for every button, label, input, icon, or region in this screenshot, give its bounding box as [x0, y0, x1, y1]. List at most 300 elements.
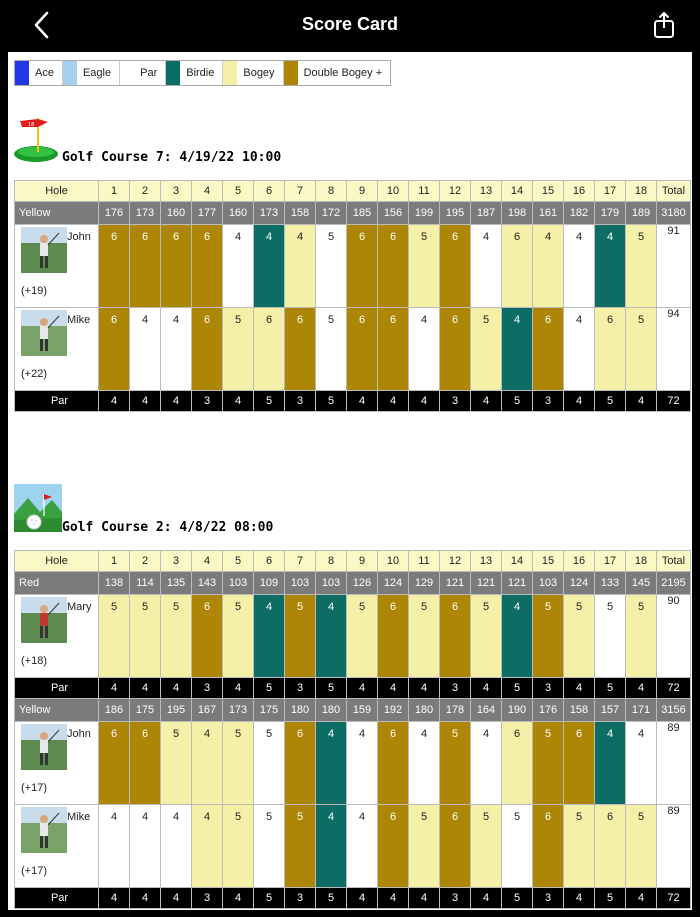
par-cell: 3: [533, 678, 564, 699]
score-cell: 4: [533, 225, 564, 308]
par-cell: 4: [626, 678, 657, 699]
legend-item: [284, 61, 391, 85]
yardage-total: 3180: [657, 202, 691, 225]
hole-number: 10: [378, 181, 409, 202]
yardage-cell: 177: [192, 202, 223, 225]
yardage-cell: 145: [626, 572, 657, 595]
yardage-cell: 180: [285, 699, 316, 722]
score-cell: 6: [285, 722, 316, 805]
score-cell: 4: [471, 225, 502, 308]
score-cell: 6: [130, 722, 161, 805]
par-row: [15, 391, 691, 412]
score-cell: 6: [378, 595, 409, 678]
par-cell: 3: [440, 391, 471, 412]
score-cell: 6: [378, 722, 409, 805]
score-cell: 4: [192, 805, 223, 888]
par-cell: 5: [502, 888, 533, 909]
score-cell: 4: [254, 595, 285, 678]
score-cell: 5: [316, 308, 347, 391]
score-cell: 5: [254, 722, 285, 805]
hole-number: 12: [440, 551, 471, 572]
hole-number: 11: [409, 181, 440, 202]
score-cell: 6: [502, 225, 533, 308]
score-cell: 5: [130, 595, 161, 678]
score-cell: 4: [564, 225, 595, 308]
legend-swatch: [284, 61, 298, 85]
score-cell: 5: [223, 308, 254, 391]
scorecard-table: [14, 550, 691, 909]
yardage-cell: 175: [130, 699, 161, 722]
par-label: Par: [15, 391, 99, 412]
yardage-cell: 103: [533, 572, 564, 595]
par-cell: 5: [502, 678, 533, 699]
par-cell: 4: [626, 888, 657, 909]
score-cell: 6: [192, 225, 223, 308]
score-cell: 4: [564, 308, 595, 391]
course-title: Golf Course 7: 4/19/22 10:00: [62, 150, 282, 165]
player-avatar: [21, 724, 67, 770]
yardage-cell: 180: [409, 699, 440, 722]
yardage-cell: 187: [471, 202, 502, 225]
par-cell: 3: [285, 391, 316, 412]
score-cell: 4: [626, 722, 657, 805]
score-cell: 5: [471, 595, 502, 678]
score-cell: 4: [471, 722, 502, 805]
score-cell: 4: [316, 805, 347, 888]
hole-number: 13: [471, 181, 502, 202]
par-cell: 3: [533, 888, 564, 909]
yardage-cell: 158: [564, 699, 595, 722]
hole-number: 5: [223, 181, 254, 202]
hole-number: 12: [440, 181, 471, 202]
par-cell: 5: [254, 678, 285, 699]
yardage-cell: 176: [533, 699, 564, 722]
total-label: Total: [657, 551, 691, 572]
player-avatar: [21, 227, 67, 273]
legend-swatch: [223, 61, 237, 85]
legend-label: Bogey: [243, 67, 275, 79]
score-cell: 5: [316, 225, 347, 308]
par-label: Par: [15, 678, 99, 699]
score-cell: 6: [347, 308, 378, 391]
par-cell: 4: [130, 888, 161, 909]
score-cell: 5: [161, 595, 192, 678]
score-cell: 6: [378, 225, 409, 308]
par-cell: 3: [285, 888, 316, 909]
yardage-cell: 180: [316, 699, 347, 722]
legend-swatch: [166, 61, 180, 85]
total-label: Total: [657, 181, 691, 202]
par-cell: 4: [130, 678, 161, 699]
score-cell: 4: [502, 308, 533, 391]
par-total: 72: [657, 888, 691, 909]
yardage-cell: 124: [564, 572, 595, 595]
player-info: [15, 595, 98, 671]
score-cell: 5: [409, 225, 440, 308]
par-cell: 4: [223, 678, 254, 699]
par-cell: 4: [223, 391, 254, 412]
par-cell: 3: [192, 678, 223, 699]
score-cell: 6: [440, 225, 471, 308]
yardage-cell: 173: [130, 202, 161, 225]
score-cell: 5: [99, 595, 130, 678]
score-cell: 6: [161, 225, 192, 308]
score-cell: 6: [347, 225, 378, 308]
legend-item: [63, 61, 120, 85]
hole-number: 4: [192, 181, 223, 202]
yardage-cell: 195: [440, 202, 471, 225]
holes-header-row: [15, 551, 691, 572]
par-cell: 4: [99, 391, 130, 412]
par-cell: 4: [471, 888, 502, 909]
score-cell: 4: [347, 722, 378, 805]
hole-number: 3: [161, 181, 192, 202]
hole-number: 2: [130, 551, 161, 572]
hole-number: 14: [502, 181, 533, 202]
score-cell: 5: [533, 722, 564, 805]
score-cell: 5: [564, 805, 595, 888]
legend-swatch: [120, 61, 134, 85]
yardage-cell: 185: [347, 202, 378, 225]
par-cell: 4: [347, 678, 378, 699]
share-icon[interactable]: [652, 11, 676, 39]
score-cell: 4: [316, 595, 347, 678]
par-cell: 5: [502, 391, 533, 412]
score-cell: 5: [626, 308, 657, 391]
hole-number: 15: [533, 551, 564, 572]
score-cell: 6: [254, 308, 285, 391]
yardage-cell: 159: [347, 699, 378, 722]
player-total: 89: [657, 805, 691, 888]
holes-header-row: [15, 181, 691, 202]
score-cell: 6: [192, 308, 223, 391]
par-cell: 4: [130, 391, 161, 412]
legend-item: [120, 61, 166, 85]
par-cell: 5: [254, 888, 285, 909]
player-name: Mike: [67, 314, 91, 326]
hole-number: 5: [223, 551, 254, 572]
hole-number: 17: [595, 181, 626, 202]
tee-yardage-row: [15, 572, 691, 595]
score-cell: 6: [595, 805, 626, 888]
hole-number: 6: [254, 551, 285, 572]
yardage-cell: 160: [161, 202, 192, 225]
player-info: [15, 722, 98, 798]
score-cell: 6: [533, 308, 564, 391]
score-cell: 5: [161, 722, 192, 805]
legend-swatch: [15, 61, 29, 85]
score-cell: 5: [595, 595, 626, 678]
player-cell[interactable]: [15, 805, 99, 888]
svg-text:18: 18: [28, 122, 35, 128]
player-cell[interactable]: [15, 225, 99, 308]
score-cell: 5: [533, 595, 564, 678]
score-cell: 6: [533, 805, 564, 888]
par-cell: 4: [378, 678, 409, 699]
score-cell: 4: [409, 722, 440, 805]
yardage-cell: 160: [223, 202, 254, 225]
score-cell: 4: [285, 225, 316, 308]
player-cell[interactable]: [15, 722, 99, 805]
yardage-cell: 173: [254, 202, 285, 225]
player-handicap: (+17): [21, 865, 47, 877]
player-info: [15, 225, 98, 301]
yardage-cell: 192: [378, 699, 409, 722]
score-cell: 6: [502, 722, 533, 805]
score-cell: 4: [130, 805, 161, 888]
player-total: 90: [657, 595, 691, 678]
hole-number: 15: [533, 181, 564, 202]
player-name: Mary: [67, 601, 92, 613]
par-cell: 5: [595, 391, 626, 412]
tab-bar: [0, 910, 700, 917]
par-cell: 5: [595, 888, 626, 909]
hole-number: 1: [99, 181, 130, 202]
yardage-cell: 198: [502, 202, 533, 225]
par-total: 72: [657, 391, 691, 412]
hole-number: 1: [99, 551, 130, 572]
top-navigation-bar: [0, 0, 700, 52]
player-name: John: [67, 728, 91, 740]
score-cell: 6: [440, 308, 471, 391]
legend-item: [166, 61, 223, 85]
hole-number: 17: [595, 551, 626, 572]
player-row: [15, 595, 691, 678]
hole-label: Hole: [15, 181, 99, 202]
yardage-cell: 124: [378, 572, 409, 595]
score-cell: 5: [626, 225, 657, 308]
score-cell: 5: [626, 595, 657, 678]
yardage-cell: 103: [223, 572, 254, 595]
score-cell: 4: [130, 308, 161, 391]
legend-label: Par: [140, 67, 158, 79]
yardage-cell: 109: [254, 572, 285, 595]
par-total: 72: [657, 678, 691, 699]
player-name: Mike: [67, 811, 91, 823]
par-cell: 5: [254, 391, 285, 412]
player-avatar: [21, 597, 67, 643]
hole-label: Hole: [15, 551, 99, 572]
par-cell: 4: [347, 391, 378, 412]
player-total: 89: [657, 722, 691, 805]
yardage-cell: 178: [440, 699, 471, 722]
yardage-cell: 156: [378, 202, 409, 225]
score-cell: 4: [192, 722, 223, 805]
yardage-cell: 167: [192, 699, 223, 722]
par-cell: 4: [99, 678, 130, 699]
score-cell: 6: [378, 308, 409, 391]
par-cell: 4: [161, 391, 192, 412]
scorecard-content[interactable]: [8, 52, 692, 910]
score-cell: 4: [409, 308, 440, 391]
score-cell: 4: [161, 805, 192, 888]
hole-number: 10: [378, 551, 409, 572]
score-cell: 4: [502, 595, 533, 678]
legend-label: Double Bogey +: [303, 67, 383, 79]
yardage-cell: 175: [254, 699, 285, 722]
yardage-cell: 121: [471, 572, 502, 595]
score-cell: 4: [347, 805, 378, 888]
yardage-cell: 135: [161, 572, 192, 595]
score-cell: 4: [595, 225, 626, 308]
score-cell: 6: [595, 308, 626, 391]
legend-label: Ace: [35, 67, 54, 79]
yardage-cell: 133: [595, 572, 626, 595]
player-avatar: [21, 807, 67, 853]
player-row: [15, 722, 691, 805]
par-cell: 4: [99, 888, 130, 909]
yardage-total: 2195: [657, 572, 691, 595]
par-cell: 4: [471, 678, 502, 699]
yardage-cell: 129: [409, 572, 440, 595]
score-cell: 6: [564, 722, 595, 805]
par-cell: 4: [347, 888, 378, 909]
player-row: [15, 805, 691, 888]
yardage-cell: 176: [99, 202, 130, 225]
score-cell: 5: [409, 805, 440, 888]
yardage-cell: 172: [316, 202, 347, 225]
hole-number: 7: [285, 551, 316, 572]
player-handicap: (+19): [21, 285, 47, 297]
yardage-cell: 171: [626, 699, 657, 722]
player-avatar: [21, 310, 67, 356]
score-cell: 6: [130, 225, 161, 308]
hole-number: 18: [626, 181, 657, 202]
player-name: John: [67, 231, 91, 243]
par-cell: 4: [564, 888, 595, 909]
yardage-cell: 182: [564, 202, 595, 225]
yardage-cell: 186: [99, 699, 130, 722]
score-cell: 4: [316, 722, 347, 805]
score-cell: 5: [223, 805, 254, 888]
par-cell: 3: [440, 678, 471, 699]
hole-number: 7: [285, 181, 316, 202]
par-cell: 4: [409, 888, 440, 909]
hole-number: 8: [316, 181, 347, 202]
hole-number: 3: [161, 551, 192, 572]
player-cell[interactable]: [15, 595, 99, 678]
tee-yardage-row: [15, 699, 691, 722]
hole-number: 4: [192, 551, 223, 572]
hole-number: 13: [471, 551, 502, 572]
par-cell: 4: [223, 888, 254, 909]
score-cell: 5: [409, 595, 440, 678]
tee-name: Red: [15, 572, 99, 595]
page-title: Score Card: [301, 14, 399, 34]
player-handicap: (+17): [21, 782, 47, 794]
score-cell: 5: [347, 595, 378, 678]
par-cell: 5: [595, 678, 626, 699]
hole-number: 16: [564, 551, 595, 572]
hole-number: 16: [564, 181, 595, 202]
score-cell: 5: [502, 805, 533, 888]
score-cell: 6: [192, 595, 223, 678]
par-cell: 5: [316, 678, 347, 699]
hole-number: 6: [254, 181, 285, 202]
yardage-cell: 199: [409, 202, 440, 225]
par-cell: 4: [161, 888, 192, 909]
yardage-cell: 114: [130, 572, 161, 595]
hole-number: 2: [130, 181, 161, 202]
hole-number: 18: [626, 551, 657, 572]
score-cell: 5: [285, 595, 316, 678]
hole-number: 14: [502, 551, 533, 572]
player-info: [15, 805, 98, 881]
score-cell: 6: [378, 805, 409, 888]
yardage-total: 3156: [657, 699, 691, 722]
yardage-cell: 157: [595, 699, 626, 722]
score-cell: 5: [564, 595, 595, 678]
par-cell: 4: [626, 391, 657, 412]
yardage-cell: 158: [285, 202, 316, 225]
score-cell: 6: [99, 308, 130, 391]
player-cell[interactable]: [15, 308, 99, 391]
par-cell: 3: [192, 888, 223, 909]
yardage-cell: 190: [502, 699, 533, 722]
par-cell: 4: [378, 391, 409, 412]
score-cell: 4: [254, 225, 285, 308]
par-cell: 3: [533, 391, 564, 412]
par-row: [15, 888, 691, 909]
yardage-cell: 173: [223, 699, 254, 722]
yardage-cell: 161: [533, 202, 564, 225]
legend-label: Eagle: [82, 67, 112, 79]
hole-number: 8: [316, 551, 347, 572]
par-cell: 4: [409, 678, 440, 699]
score-cell: 6: [440, 595, 471, 678]
legend-item: [15, 61, 63, 85]
player-handicap: (+18): [21, 655, 47, 667]
player-handicap: (+22): [21, 368, 47, 380]
hole-number: 9: [347, 551, 378, 572]
player-row: [15, 225, 691, 308]
yardage-cell: 103: [316, 572, 347, 595]
yardage-cell: 164: [471, 699, 502, 722]
yardage-cell: 189: [626, 202, 657, 225]
yardage-cell: 103: [285, 572, 316, 595]
score-cell: 4: [161, 308, 192, 391]
legend-label: Birdie: [186, 67, 215, 79]
yardage-cell: 195: [161, 699, 192, 722]
par-cell: 4: [409, 391, 440, 412]
scorecard-table: [14, 180, 691, 412]
par-cell: 5: [316, 888, 347, 909]
score-cell: 4: [223, 225, 254, 308]
tee-yardage-row: [15, 202, 691, 225]
score-cell: 5: [223, 722, 254, 805]
legend-item: [223, 61, 283, 85]
score-cell: 6: [285, 308, 316, 391]
player-info: [15, 308, 98, 384]
golf-flag-icon: [14, 114, 62, 164]
par-cell: 4: [378, 888, 409, 909]
par-row: [15, 678, 691, 699]
hole-number: 11: [409, 551, 440, 572]
legend-swatch: [63, 61, 77, 85]
par-cell: 3: [192, 391, 223, 412]
par-cell: 4: [161, 678, 192, 699]
yardage-cell: 143: [192, 572, 223, 595]
tee-name: Yellow: [15, 699, 99, 722]
score-cell: 5: [626, 805, 657, 888]
golf-ball-icon: [14, 484, 62, 532]
par-label: Par: [15, 888, 99, 909]
player-total: 94: [657, 308, 691, 391]
yardage-cell: 126: [347, 572, 378, 595]
score-cell: 5: [223, 595, 254, 678]
hole-number: 9: [347, 181, 378, 202]
score-cell: 4: [595, 722, 626, 805]
